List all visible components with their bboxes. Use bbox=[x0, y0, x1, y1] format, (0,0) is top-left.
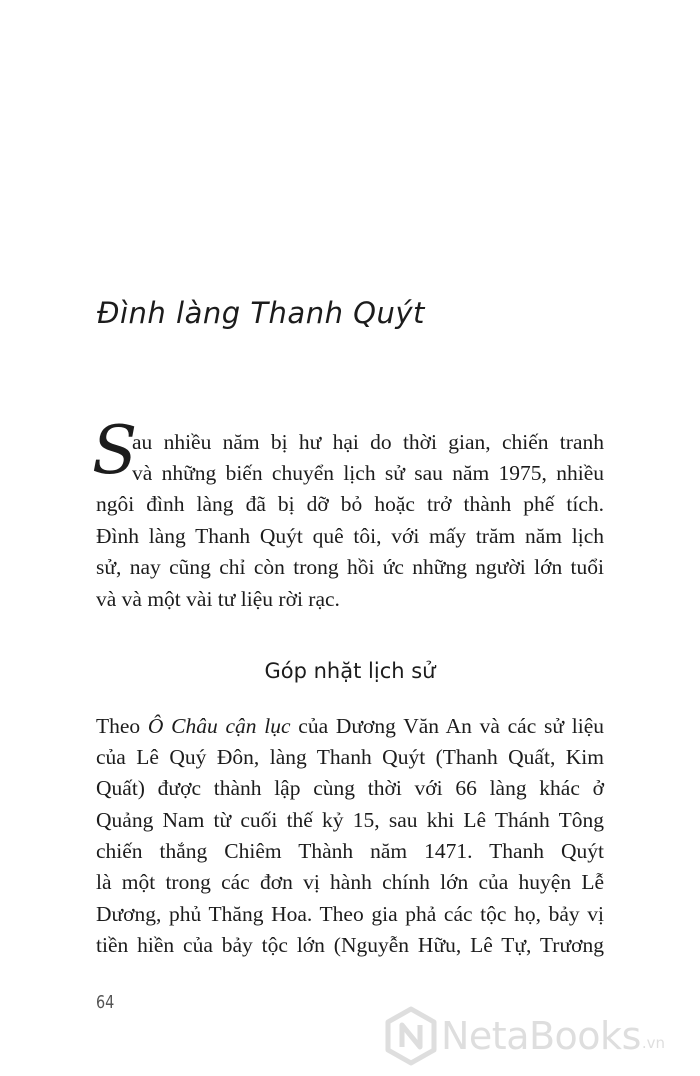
section-line-6: là một trong các đơn vị hành chính lớn của huyện Lễ bbox=[96, 870, 604, 894]
section-line-4: Quảng Nam từ cuối thế kỷ 15, sau khi Lê Thánh Tông bbox=[96, 808, 604, 832]
intro-line-2: và những biến chuyển lịch sử sau năm 1975, nhiều bbox=[132, 461, 604, 485]
intro-line-5: sử, nay cũng chỉ còn trong hồi ức những người lớn tuổi bbox=[96, 555, 604, 579]
intro-line-6: và và một vài tư liệu rời rạc. bbox=[96, 587, 340, 611]
watermark-tld: .vn bbox=[641, 1034, 666, 1052]
section-heading: Góp nhặt lịch sử bbox=[264, 659, 436, 683]
intro-line-3: ngôi đình làng đã bị dỡ bỏ hoặc trở thành phế tích. bbox=[96, 492, 604, 516]
page-number: 64 bbox=[96, 992, 115, 1013]
section-line-8: tiền hiền của bảy tộc lớn (Nguyễn Hữu, Lê Tự, Trương bbox=[96, 933, 604, 957]
chapter-title: Đình làng Thanh Quýt bbox=[97, 296, 425, 330]
netabooks-logo-icon bbox=[385, 1006, 437, 1066]
section-line-1 bbox=[96, 716, 604, 738]
netabooks-watermark bbox=[385, 1004, 665, 1068]
intro-line-4: Đình làng Thanh Quýt quê tôi, với mấy trăm năm lịch bbox=[96, 524, 604, 548]
section-line-1-before: Theo bbox=[96, 714, 148, 738]
section-line-7: Dương, phủ Thăng Hoa. Theo gia phả các tộc họ, bảy vị bbox=[96, 902, 604, 926]
section-line-5: chiến thắng Chiêm Thành năm 1471. Thanh Quýt bbox=[96, 839, 604, 863]
section-line-2: của Lê Quý Đôn, làng Thanh Quýt (Thanh Quất, Kim bbox=[96, 745, 604, 769]
section-line-1-after: của Dương Văn An và các sử liệu bbox=[290, 714, 604, 738]
section-line-3: Quất) được thành lập cùng thời với 66 làng khác ở bbox=[96, 776, 604, 800]
book-title-reference: Ô Châu cận lục bbox=[147, 714, 291, 738]
drop-cap: S bbox=[92, 412, 138, 489]
intro-line-1: au nhiều năm bị hư hại do thời gian, chiến tranh bbox=[132, 430, 604, 454]
watermark-brand: NetaBooks bbox=[441, 1014, 641, 1058]
